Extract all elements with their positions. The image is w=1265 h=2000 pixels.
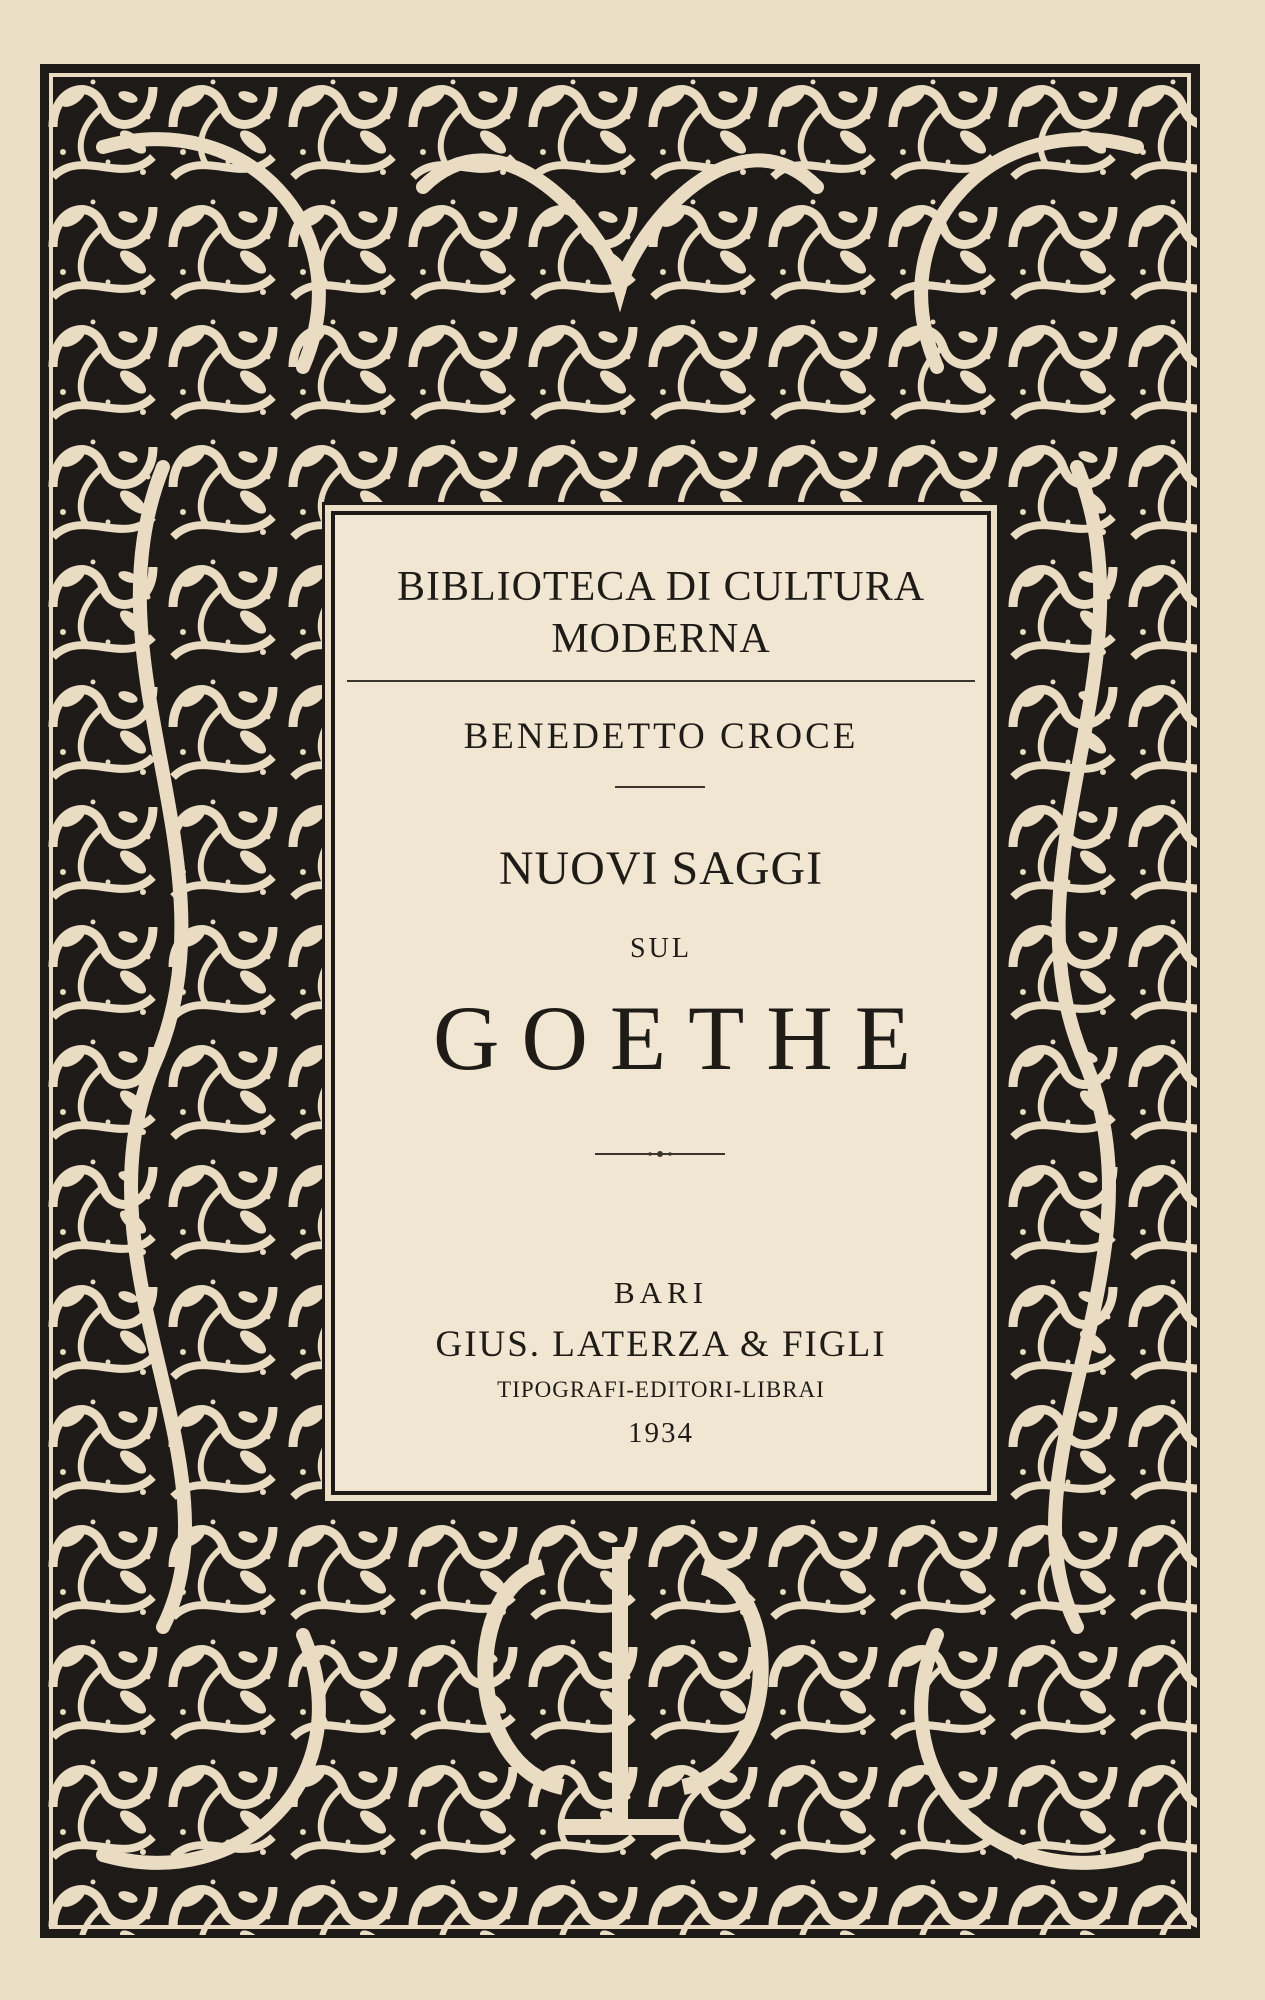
series-title-line1: BIBLIOTECA DI CULTURA <box>396 564 926 610</box>
series-title-line2: MODERNA <box>551 616 771 662</box>
title-panel <box>331 511 991 1495</box>
book-title-line1: NUOVI SAGGI <box>498 842 824 895</box>
ornamental-border <box>40 64 1200 1938</box>
book-title-main: GOETHE <box>433 987 933 1089</box>
publisher-trade: TIPOGRAFI-EDITORI-LIBRAI <box>497 1377 825 1402</box>
book-title-line2: SUL <box>630 933 692 964</box>
publication-year: 1934 <box>628 1417 694 1449</box>
short-divider <box>615 786 705 788</box>
divider-rule <box>347 680 975 682</box>
author-name: BENEDETTO CROCE <box>463 716 859 757</box>
ornamental-rule-icon <box>595 1149 725 1159</box>
publication-place: BARI <box>613 1275 709 1310</box>
publisher-name: GIUS. LATERZA & FIGLI <box>435 1324 887 1365</box>
